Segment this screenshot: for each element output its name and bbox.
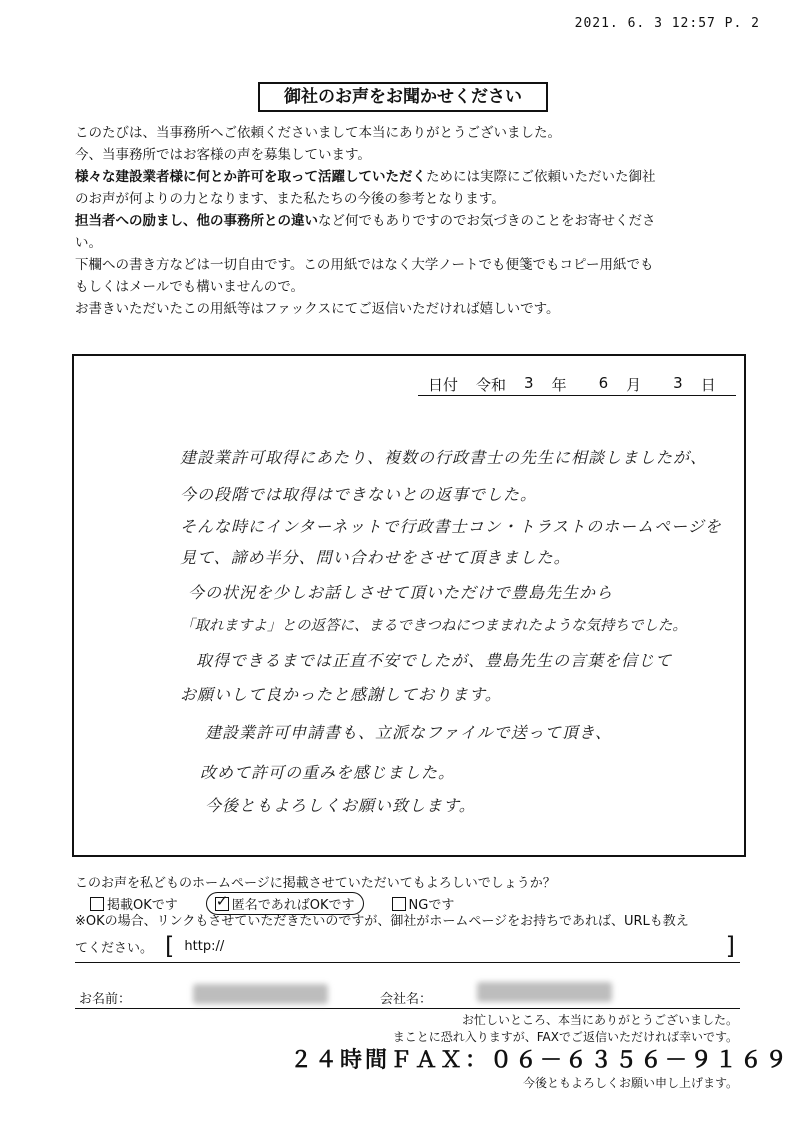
option-ok-label: 掲載OKです xyxy=(107,898,178,913)
intro-text xyxy=(75,122,765,320)
intro-line-rest: など何でもありですのでお気づきのことをお寄せくださ xyxy=(318,213,656,229)
intro-line: このたびは、当事務所へご依頼くださいまして本当にありがとうございました。 xyxy=(75,125,561,141)
testimonial-line: 取得できるまでは正直不安でしたが、豊島先生の言葉を信じて xyxy=(196,651,673,670)
company-redacted xyxy=(477,982,612,1002)
date-field xyxy=(418,374,736,396)
testimonial-line: お願いして良かったと感謝しております。 xyxy=(180,685,502,704)
option-ok[interactable] xyxy=(90,894,178,913)
url-field[interactable]: http:// xyxy=(184,938,225,954)
intro-line xyxy=(75,166,765,188)
testimonial-line: 今の段階では取得はできないとの返事でした。 xyxy=(180,485,538,504)
company-label: 会社名： xyxy=(380,992,433,1007)
bracket-open-icon: [ xyxy=(165,932,175,960)
testimonial-line: 今の状況を少しお話しさせて頂いただけで豊島先生から xyxy=(188,583,614,602)
option-anonymous-label: 匿名であればOKです xyxy=(231,898,355,913)
divider xyxy=(75,962,740,963)
link-note: ※OKの場合、リンクもさせていただきたいのですが、御社がホームページをお持ちであれば、URLも教え xyxy=(75,914,689,929)
checkbox-anonymous[interactable] xyxy=(215,897,229,911)
testimonial-line: 建設業許可申請書も、立派なファイルで送って頂き、 xyxy=(205,723,613,742)
date-day: 3 xyxy=(673,374,683,392)
page-title: 御社のお声をお聞かせください xyxy=(258,82,548,112)
option-ng-label: NGです xyxy=(408,898,455,913)
date-month-unit: 月 xyxy=(626,376,642,394)
date-year: 3 xyxy=(524,374,534,392)
option-ng[interactable] xyxy=(392,894,455,913)
date-day-unit: 日 xyxy=(700,376,716,394)
closing-thanks: お忙しいところ、本当にありがとうございました。 xyxy=(461,1013,738,1027)
intro-emphasis: 様々な建設業者様に何とか許可を取って活躍していただく xyxy=(75,169,426,185)
testimonial-line: そんな時にインターネットで行政書士コン・トラストのホームページを xyxy=(180,517,722,536)
url-row xyxy=(75,932,735,960)
intro-line: 下欄への書き方などは一切自由です。この用紙ではなく大学ノートでも便箋でもコピー用紙でも xyxy=(75,257,654,273)
checkbox-ng[interactable] xyxy=(392,897,406,911)
date-label: 日付 xyxy=(428,376,459,394)
intro-line: のお声が何よりの力となります、また私たちの今後の参考となります。 xyxy=(75,191,505,207)
closing-regards: 今後ともよろしくお願い申し上げます。 xyxy=(522,1076,738,1090)
closing-request: まことに恐れ入りますが、FAXでご返信いただければ幸いです。 xyxy=(392,1030,738,1044)
intro-line-rest: ためには実際にご依頼いただいた御社 xyxy=(426,169,656,185)
bracket-close-icon: ] xyxy=(725,932,735,960)
name-redacted xyxy=(193,984,328,1004)
fax-number: ２４時間ＦＡＸ：０６－６３５６－９１６９ xyxy=(290,1048,791,1073)
testimonial-line: 「取れますよ」との返答に、まるできつねにつままれたような気持ちでした。 xyxy=(180,618,687,634)
name-company-row xyxy=(75,980,740,1009)
testimonial-line: 建設業許可取得にあたり、複数の行政書士の先生に相談しましたが、 xyxy=(180,448,708,467)
checkbox-ok[interactable] xyxy=(90,897,104,911)
testimonial-line: 今後ともよろしくお願い致します。 xyxy=(205,796,476,815)
testimonial-line: 改めて許可の重みを感じました。 xyxy=(200,763,456,782)
name-label: お名前： xyxy=(79,992,132,1007)
intro-line xyxy=(75,210,765,232)
date-year-unit: 年 xyxy=(551,376,567,394)
testimonial-line: 見て、諦め半分、問い合わせをさせて頂きました。 xyxy=(180,548,571,567)
permission-question: このお声を私どものホームページに掲載させていただいてもよろしいでしょうか？ xyxy=(75,876,556,891)
date-month: 6 xyxy=(598,374,609,392)
intro-emphasis: 担当者への励まし、他の事務所との違い xyxy=(75,213,318,229)
intro-line: お書きいただいたこの用紙等はファックスにてご返信いただければ嬉しいです。 xyxy=(75,301,560,317)
date-era: 令和 xyxy=(476,376,507,394)
fax-header: 2021. 6. 3 12:57 P. 2 xyxy=(574,16,760,31)
intro-line: 今、当事務所ではお客様の声を募集しています。 xyxy=(75,147,371,163)
intro-line: もしくはメールでも構いませんので。 xyxy=(75,279,304,295)
link-note-cont: てください。 xyxy=(75,940,154,956)
intro-line: い。 xyxy=(75,235,102,251)
